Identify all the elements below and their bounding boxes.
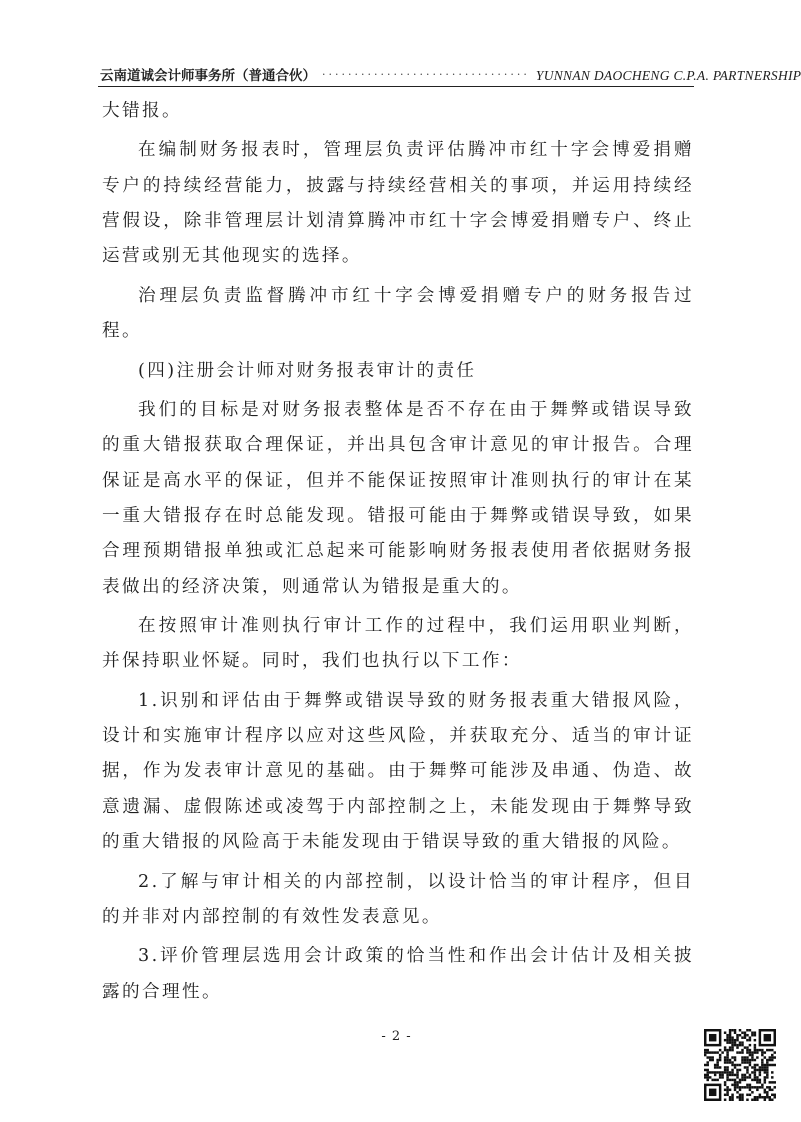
list-item-1: 1.识别和评估由于舞弊或错误导致的财务报表重大错报风险，设计和实施审计程序以应对这些风险，并获取充分、适当的审计证据，作为发表审计意见的基础。由于舞弊可能涉及串通、伪造、故意遗漏、虚假陈述或凌驾于内部控制之上，未能发现由于舞弊导致的重大错报的风险高于未能发现由于错误导致的重大错报的风险。 — [102, 690, 694, 853]
paragraph-judgment: 在按照审计准则执行审计工作的过程中，我们运用职业判断，并保持职业怀疑。同时，我们也执行以下工作： — [102, 616, 694, 672]
list-item-3: 3.评价管理层选用会计政策的恰当性和作出会计估计及相关披露的合理性。 — [102, 946, 694, 1002]
page-number: - 2 - — [381, 1029, 412, 1044]
section-heading: (四)注册会计师对财务报表审计的责任 — [138, 360, 477, 381]
list-item-2: 2.了解与审计相关的内部控制，以设计恰当的审计程序，但目的并非对内部控制的有效性发表意见。 — [102, 871, 694, 927]
paragraph-going-concern: 在编制财务报表时，管理层负责评估腾冲市红十字会博爱捐赠专户的持续经营能力，披露与持续经营相关的事项，并运用持续经营假设，除非管理层计划清算腾冲市红十字会博爱捐赠专户、终止运营或别无其他现实的选择。 — [102, 140, 694, 267]
firm-name-en: YUNNAN DAOCHENG C.P.A. PARTNERSHIP — [535, 68, 801, 83]
qr-code-icon — [704, 1029, 776, 1101]
firm-name-cn: 云南道诚会计师事务所（普通合伙） — [100, 68, 316, 84]
header-rule — [98, 86, 694, 87]
page-header — [100, 58, 801, 84]
paragraph-governance: 治理层负责监督腾冲市红十字会博爱捐赠专户的财务报告过程。 — [102, 285, 694, 342]
document-body — [102, 94, 694, 1014]
paragraph-objective: 我们的目标是对财务报表整体是否不存在由于舞弊或错误导致的重大错报获取合理保证，并出具包含审计意见的审计报告。合理保证是高水平的保证，但并不能保证按照审计准则执行的审计在某一重大错报存在时总能发现。错报可能由于舞弊或错误导致，如果合理预期错报单独或汇总起来可能影响财务报表使用者依据财务报表做出的经济决策，则通常认为错报是重大的。 — [102, 400, 694, 597]
paragraph-continuation: 大错报。 — [102, 101, 182, 121]
header-leader-dots: ································ — [322, 68, 530, 81]
